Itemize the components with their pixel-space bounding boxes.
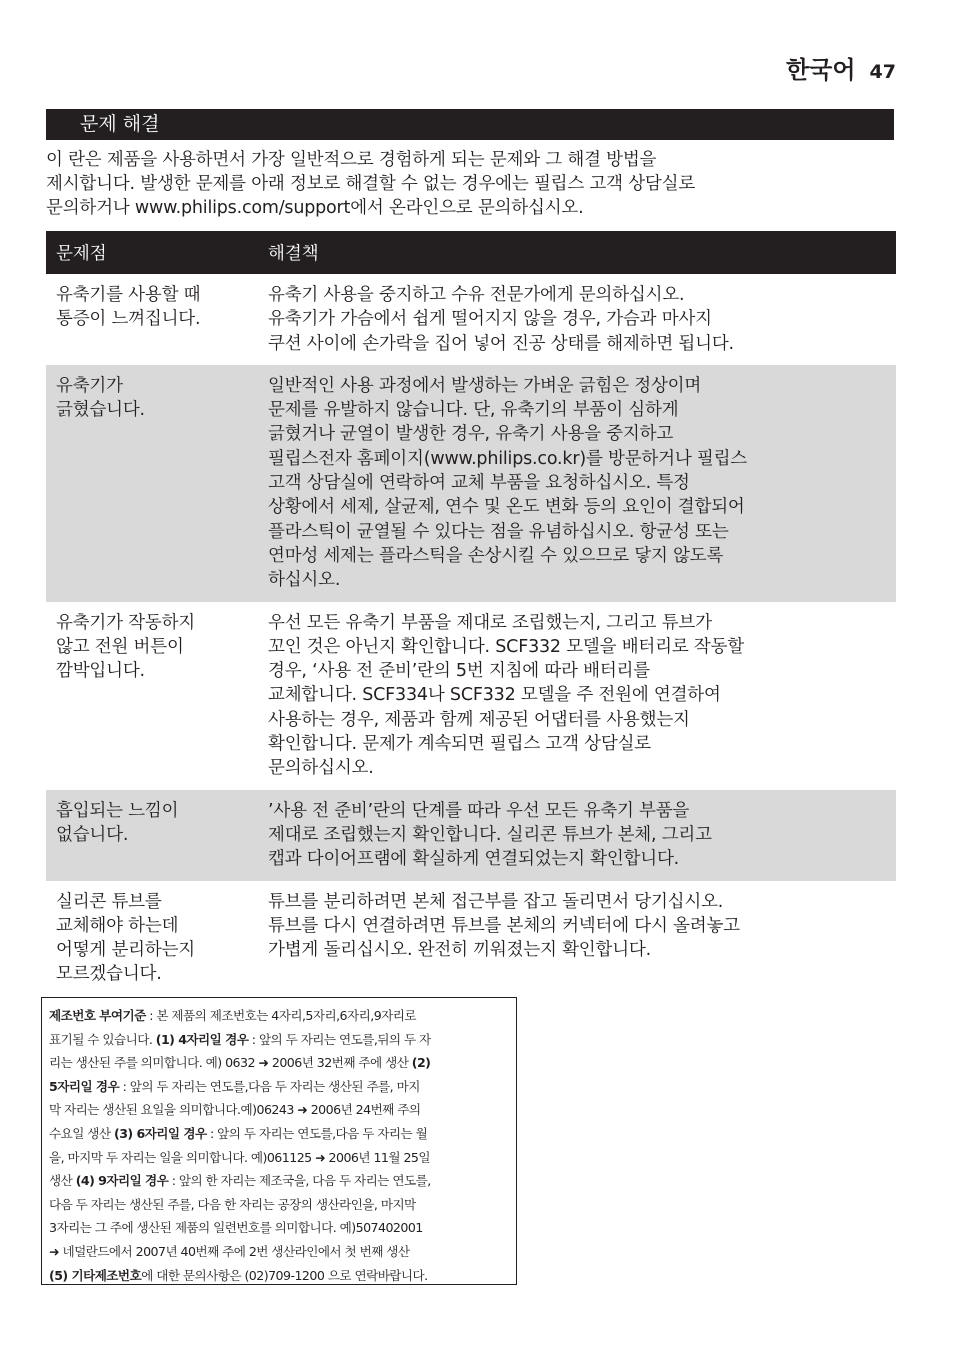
- notice-text: 리는 생산된 주를 의미합니다. 예) 0632: [49, 1055, 259, 1071]
- problem-cell: [46, 611, 258, 781]
- solution-line: 사용하는 경우, 제품과 함께 제공된 어댑터를 사용했는지: [268, 709, 690, 730]
- problem-line: 유축기가 작동하지: [56, 612, 196, 633]
- solution-line: 상황에서 세제, 살균제, 연수 및 온도 변화 등의 요인이 결합되어: [268, 497, 745, 518]
- solution-line: 고객 상담실에 연락하여 교체 부품을 요청하십시오. 특정: [268, 473, 690, 494]
- notice-bold-text: (3) 6자리일 경우: [113, 1125, 207, 1141]
- language-label: 한국어: [785, 56, 856, 84]
- troubleshooting-table: [46, 231, 896, 996]
- notice-bold-text: ➜: [258, 1055, 269, 1071]
- problem-line: 어떻게 분리하는지: [56, 940, 196, 961]
- notice-text: 2006년 24번째 주의: [307, 1102, 421, 1118]
- solution-line: 제대로 조립했는지 확인합니다. 실리콘 튜브가 본체, 그리고: [268, 824, 712, 845]
- solution-line: 교체합니다. SCF334나 SCF332 모델을 주 전원에 연결하여: [268, 685, 721, 706]
- notice-bold-text: 5자리일 경우: [49, 1078, 120, 1094]
- notice-text: 2006년 32번째 주에 생산: [268, 1055, 412, 1071]
- notice-text: 표기될 수 있습니다.: [49, 1031, 156, 1047]
- solution-cell: [258, 283, 896, 356]
- notice-text: 수요일 생산: [49, 1125, 114, 1141]
- notice-text: : 앞의 두 자리는 연도를,다음 두 자리는 월: [206, 1125, 428, 1141]
- notice-bold-text: ➜: [297, 1102, 308, 1118]
- solution-cell: [258, 799, 896, 872]
- page-header: [786, 50, 896, 85]
- notice-bold-text: ➜: [49, 1243, 60, 1259]
- notice-line: [49, 1122, 510, 1146]
- problem-line: 모르겠습니다.: [56, 964, 162, 985]
- section-title-bar: [46, 109, 894, 140]
- notice-bold-text: 제조번호 부여기준: [49, 1008, 146, 1023]
- notice-line: [49, 1146, 510, 1170]
- problem-line: 긁혔습니다.: [56, 400, 145, 421]
- intro-line: 이 란은 제품을 사용하면서 가장 일반적으로 경험하게 되는 문제와 그 해결 방법을: [46, 150, 657, 170]
- header-solution: 해결책: [268, 244, 319, 264]
- problem-line: 유축기를 사용할 때: [56, 285, 201, 305]
- solution-line: 확인합니다. 문제가 계속되면 필립스 고객 상담실로: [268, 734, 651, 755]
- page-number: 47: [869, 61, 896, 83]
- problem-line: 않고 전원 버튼이: [56, 636, 184, 657]
- solution-line: 튜브를 분리하려면 본체 접근부를 잡고 돌리면서 당기십시오.: [268, 891, 724, 912]
- solution-line: 튜브를 다시 연결하려면 튜브를 본체의 커넥터에 다시 올려놓고: [268, 915, 740, 936]
- notice-text: 3자리는 그 주에 생산된 제품의 일련번호를 의미합니다. 예)507402001: [49, 1220, 423, 1236]
- solution-cell: [258, 374, 896, 593]
- notice-line: [49, 1216, 510, 1240]
- notice-line: [49, 1264, 510, 1288]
- problem-line: 흡입되는 느낌이: [56, 800, 179, 821]
- notice-line: [49, 1193, 510, 1217]
- problem-line: 통증이 느껴집니다.: [56, 309, 201, 330]
- notice-text: : 본 제품의 제조번호는 4자리,5자리,6자리,9자리로: [145, 1008, 417, 1023]
- table-row: [46, 602, 896, 790]
- problem-line: 없습니다.: [56, 824, 129, 845]
- problem-cell: [46, 890, 258, 987]
- problem-cell: [46, 283, 258, 356]
- intro-line: 문의하거나 www.philips.com/support에서 온라인으로 문의하십시오.: [46, 198, 584, 218]
- notice-text: 에 대한 문의사항은 (02)709-1200 으로 연락바랍니다.: [141, 1267, 428, 1283]
- solution-line: 우선 모든 유축기 부품을 제대로 조립했는지, 그리고 튜브가: [268, 612, 712, 633]
- table-row: [46, 274, 896, 365]
- notice-line: [49, 1004, 510, 1028]
- notice-line: [49, 1240, 510, 1264]
- notice-line: [49, 1098, 510, 1122]
- solution-cell: [258, 611, 896, 781]
- solution-line: 연마성 세제는 플라스틱을 손상시킬 수 있으므로 닿지 않도록: [268, 545, 724, 566]
- notice-text: 생산: [49, 1173, 76, 1189]
- notice-bold-text: (4) 9자리일 경우: [75, 1173, 169, 1189]
- notice-bold-text: (2): [411, 1055, 431, 1071]
- notice-bold-text: ➜: [315, 1149, 326, 1165]
- solution-line: 쿠션 사이에 손가락을 집어 넣어 진공 상태를 해제하면 됩니다.: [268, 333, 734, 354]
- problem-cell: [46, 374, 258, 593]
- table-row: [46, 365, 896, 602]
- notice-text: : 앞의 한 자리는 제조국을, 다음 두 자리는 연도를,: [168, 1173, 431, 1189]
- solution-line: 플라스틱이 균열될 수 있다는 점을 유념하십시오. 항균성 또는: [268, 521, 729, 542]
- solution-line: ’사용 전 준비’란의 단계를 따라 우선 모든 유축기 부품을: [268, 800, 690, 821]
- notice-line: [49, 1169, 510, 1193]
- table-row: [46, 790, 896, 881]
- intro-line: 제시합니다. 발생한 문제를 아래 정보로 해결할 수 없는 경우에는 필립스 고객 상담실로: [46, 174, 696, 194]
- problem-line: 깜박입니다.: [56, 661, 145, 682]
- header-problem: 문제점: [56, 244, 107, 264]
- problem-line: 유축기가: [56, 375, 123, 396]
- notice-line: [49, 1051, 510, 1075]
- solution-line: 일반적인 사용 과정에서 발생하는 가벼운 긁힘은 정상이며: [268, 375, 702, 396]
- table-header-row: [46, 231, 896, 274]
- problem-cell: [46, 799, 258, 872]
- solution-line: 캡과 다이어프램에 확실하게 연결되었는지 확인합니다.: [268, 849, 680, 870]
- solution-line: 필립스전자 홈페이지(www.philips.co.kr)를 방문하거나 필립스: [268, 448, 748, 469]
- solution-line: 가볍게 돌리십시오. 완전히 끼워졌는지 확인합니다.: [268, 940, 651, 961]
- notice-text: 막 자리는 생산된 요일을 의미합니다.예)06243: [49, 1102, 298, 1118]
- solution-line: 하십시오.: [268, 570, 341, 591]
- notice-bold-text: (1) 4자리일 경우: [155, 1031, 249, 1047]
- intro-paragraph: [46, 148, 896, 220]
- section-title: 문제 해결: [80, 113, 160, 135]
- solution-line: 경우, ‘사용 전 준비’란의 5번 지침에 따라 배터리를: [268, 661, 650, 682]
- table-body: [46, 274, 896, 996]
- problem-line: 실리콘 튜브를: [56, 891, 162, 912]
- solution-line: 유축기 사용을 중지하고 수유 전문가에게 문의하십시오.: [268, 285, 685, 305]
- notice-text: 2006년 11월 25일: [325, 1149, 431, 1165]
- solution-line: 긁혔거나 균열이 발생한 경우, 유축기 사용을 중지하고: [268, 424, 674, 445]
- notice-line: [49, 1075, 510, 1099]
- solution-line: 문제를 유발하지 않습니다. 단, 유축기의 부품이 심하게: [268, 400, 679, 421]
- solution-line: 문의하십시오.: [268, 758, 374, 779]
- solution-cell: [258, 890, 896, 987]
- notice-text: 다음 두 자리는 생산된 주를, 다음 한 자리는 공장의 생산라인을, 마지막: [49, 1196, 416, 1212]
- solution-line: 유축기가 가슴에서 쉽게 떨어지지 않을 경우, 가슴과 마사지: [268, 309, 712, 330]
- notice-text: : 앞의 두 자리는 연도를,다음 두 자리는 생산된 주를, 마지: [119, 1078, 420, 1094]
- notice-bold-text: (5) 기타제조번호: [49, 1267, 142, 1283]
- problem-line: 교체해야 하는데: [56, 915, 179, 936]
- notice-text: 을, 마지막 두 자리는 일을 의미합니다. 예)061125: [49, 1149, 316, 1165]
- table-row: [46, 881, 896, 996]
- solution-line: 꼬인 것은 아닌지 확인합니다. SCF332 모델을 배터리로 작동할: [268, 636, 745, 657]
- notice-text: 네덜란드에서 2007년 40번째 주에 2번 생산라인에서 첫 번째 생산: [59, 1243, 410, 1259]
- serial-number-notice: [41, 997, 517, 1285]
- notice-line: [49, 1028, 510, 1052]
- notice-text: : 앞의 두 자리는 연도를,뒤의 두 자: [248, 1031, 431, 1047]
